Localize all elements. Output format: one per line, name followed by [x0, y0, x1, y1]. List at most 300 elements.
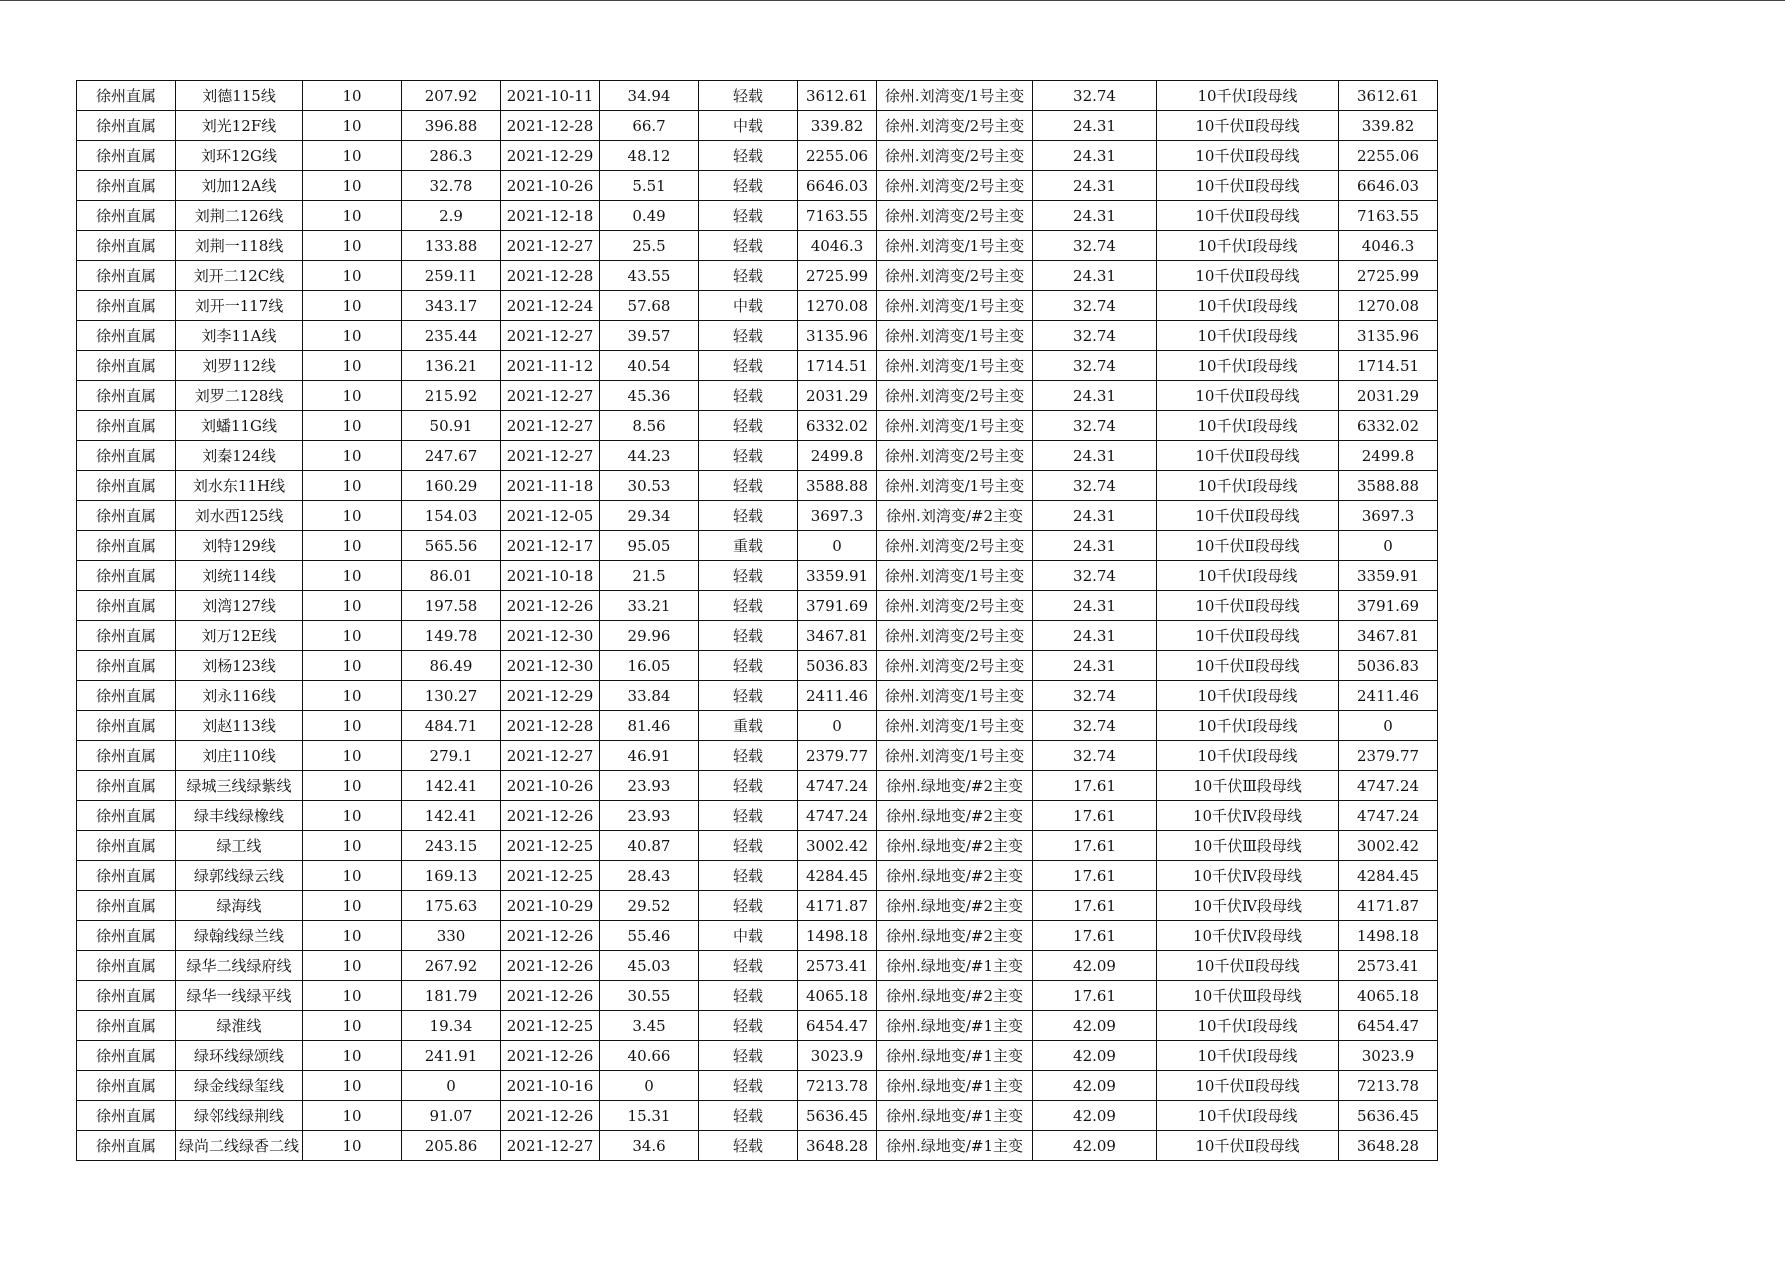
available-capacity-cell: 2379.77: [798, 741, 877, 771]
date-cell: 2021-12-25: [501, 861, 600, 891]
date-cell: 2021-11-12: [501, 351, 600, 381]
substation-transformer-cell: 徐州.刘湾变/1号主变: [877, 561, 1033, 591]
substation-transformer-cell: 徐州.刘湾变/1号主变: [877, 711, 1033, 741]
busbar-cell: 10千伏Ⅱ段母线: [1157, 651, 1339, 681]
transformer-load-rate-cell: 24.31: [1033, 591, 1157, 621]
table-row: [77, 111, 1438, 141]
company-cell: 徐州直属: [77, 1101, 176, 1131]
available-capacity-cell: 4284.45: [798, 861, 877, 891]
voltage-cell: 10: [303, 1131, 402, 1161]
current-cell: 235.44: [402, 321, 501, 351]
current-cell: 86.49: [402, 651, 501, 681]
date-cell: 2021-12-30: [501, 651, 600, 681]
line-available-capacity-cell: 6454.47: [1339, 1011, 1438, 1041]
voltage-cell: 10: [303, 201, 402, 231]
substation-transformer-cell: 徐州.刘湾变/1号主变: [877, 231, 1033, 261]
date-cell: 2021-10-29: [501, 891, 600, 921]
busbar-cell: 10千伏Ⅱ段母线: [1157, 1071, 1339, 1101]
available-capacity-cell: 0: [798, 711, 877, 741]
company-cell: 徐州直属: [77, 321, 176, 351]
voltage-cell: 10: [303, 711, 402, 741]
current-cell: 133.88: [402, 231, 501, 261]
busbar-cell: 10千伏Ⅱ段母线: [1157, 951, 1339, 981]
load-status-cell: 轻载: [699, 1071, 798, 1101]
line-name-cell: 刘李11A线: [176, 321, 303, 351]
table-row: [77, 681, 1438, 711]
current-cell: 197.58: [402, 591, 501, 621]
load-rate-cell: 30.53: [600, 471, 699, 501]
line-name-cell: 刘荆二126线: [176, 201, 303, 231]
voltage-cell: 10: [303, 501, 402, 531]
current-cell: 142.41: [402, 801, 501, 831]
busbar-cell: 10千伏Ⅰ段母线: [1157, 741, 1339, 771]
company-cell: 徐州直属: [77, 741, 176, 771]
load-rate-cell: 21.5: [600, 561, 699, 591]
page-top-rule: [0, 0, 1785, 1]
busbar-cell: 10千伏Ⅰ段母线: [1157, 411, 1339, 441]
line-name-cell: 绿华一线绿平线: [176, 981, 303, 1011]
available-capacity-cell: 7163.55: [798, 201, 877, 231]
busbar-cell: 10千伏Ⅳ段母线: [1157, 861, 1339, 891]
available-capacity-cell: 4065.18: [798, 981, 877, 1011]
substation-transformer-cell: 徐州.绿地变/#2主变: [877, 891, 1033, 921]
load-rate-cell: 29.34: [600, 501, 699, 531]
busbar-cell: 10千伏Ⅰ段母线: [1157, 561, 1339, 591]
line-name-cell: 刘环12G线: [176, 141, 303, 171]
line-name-cell: 刘德115线: [176, 81, 303, 111]
load-rate-cell: 15.31: [600, 1101, 699, 1131]
line-available-capacity-cell: 5036.83: [1339, 651, 1438, 681]
transformer-load-rate-cell: 17.61: [1033, 891, 1157, 921]
voltage-cell: 10: [303, 141, 402, 171]
available-capacity-cell: 3135.96: [798, 321, 877, 351]
load-rate-cell: 95.05: [600, 531, 699, 561]
company-cell: 徐州直属: [77, 861, 176, 891]
table-row: [77, 1101, 1438, 1131]
table-row: [77, 801, 1438, 831]
line-name-cell: 绿城三线绿紫线: [176, 771, 303, 801]
load-status-cell: 轻载: [699, 471, 798, 501]
substation-transformer-cell: 徐州.刘湾变/2号主变: [877, 111, 1033, 141]
line-name-cell: 刘赵113线: [176, 711, 303, 741]
date-cell: 2021-12-26: [501, 981, 600, 1011]
available-capacity-cell: 6454.47: [798, 1011, 877, 1041]
transformer-load-rate-cell: 24.31: [1033, 531, 1157, 561]
busbar-cell: 10千伏Ⅲ段母线: [1157, 771, 1339, 801]
available-capacity-cell: 3359.91: [798, 561, 877, 591]
transformer-load-rate-cell: 17.61: [1033, 801, 1157, 831]
transformer-load-rate-cell: 24.31: [1033, 621, 1157, 651]
transformer-load-rate-cell: 24.31: [1033, 501, 1157, 531]
company-cell: 徐州直属: [77, 561, 176, 591]
company-cell: 徐州直属: [77, 111, 176, 141]
current-cell: 207.92: [402, 81, 501, 111]
voltage-cell: 10: [303, 741, 402, 771]
date-cell: 2021-10-26: [501, 171, 600, 201]
line-available-capacity-cell: 7163.55: [1339, 201, 1438, 231]
current-cell: 86.01: [402, 561, 501, 591]
date-cell: 2021-12-27: [501, 441, 600, 471]
busbar-cell: 10千伏Ⅰ段母线: [1157, 471, 1339, 501]
line-name-cell: 绿邻线绿荆线: [176, 1101, 303, 1131]
busbar-cell: 10千伏Ⅰ段母线: [1157, 231, 1339, 261]
transformer-load-rate-cell: 32.74: [1033, 411, 1157, 441]
load-rate-cell: 40.66: [600, 1041, 699, 1071]
line-available-capacity-cell: 4747.24: [1339, 771, 1438, 801]
line-available-capacity-cell: 6646.03: [1339, 171, 1438, 201]
available-capacity-cell: 2573.41: [798, 951, 877, 981]
load-status-cell: 中载: [699, 291, 798, 321]
date-cell: 2021-10-11: [501, 81, 600, 111]
current-cell: 215.92: [402, 381, 501, 411]
load-rate-cell: 0.49: [600, 201, 699, 231]
transformer-load-rate-cell: 24.31: [1033, 201, 1157, 231]
available-capacity-cell: 3023.9: [798, 1041, 877, 1071]
load-rate-cell: 66.7: [600, 111, 699, 141]
substation-transformer-cell: 徐州.绿地变/#1主变: [877, 1131, 1033, 1161]
load-rate-cell: 48.12: [600, 141, 699, 171]
company-cell: 徐州直属: [77, 501, 176, 531]
voltage-cell: 10: [303, 561, 402, 591]
date-cell: 2021-11-18: [501, 471, 600, 501]
current-cell: 286.3: [402, 141, 501, 171]
table-row: [77, 921, 1438, 951]
substation-transformer-cell: 徐州.绿地变/#2主变: [877, 981, 1033, 1011]
company-cell: 徐州直属: [77, 81, 176, 111]
voltage-cell: 10: [303, 81, 402, 111]
transformer-load-rate-cell: 24.31: [1033, 441, 1157, 471]
line-available-capacity-cell: 339.82: [1339, 111, 1438, 141]
line-available-capacity-cell: 3135.96: [1339, 321, 1438, 351]
voltage-cell: 10: [303, 381, 402, 411]
voltage-cell: 10: [303, 651, 402, 681]
voltage-cell: 10: [303, 321, 402, 351]
voltage-cell: 10: [303, 1011, 402, 1041]
table-row: [77, 321, 1438, 351]
load-status-cell: 轻载: [699, 621, 798, 651]
busbar-cell: 10千伏Ⅱ段母线: [1157, 501, 1339, 531]
company-cell: 徐州直属: [77, 591, 176, 621]
company-cell: 徐州直属: [77, 1041, 176, 1071]
line-available-capacity-cell: 2499.8: [1339, 441, 1438, 471]
line-available-capacity-cell: 2411.46: [1339, 681, 1438, 711]
line-available-capacity-cell: 3588.88: [1339, 471, 1438, 501]
substation-transformer-cell: 徐州.刘湾变/2号主变: [877, 651, 1033, 681]
line-available-capacity-cell: 1714.51: [1339, 351, 1438, 381]
table-row: [77, 981, 1438, 1011]
current-cell: 0: [402, 1071, 501, 1101]
transformer-load-rate-cell: 24.31: [1033, 651, 1157, 681]
line-available-capacity-cell: 3359.91: [1339, 561, 1438, 591]
busbar-cell: 10千伏Ⅰ段母线: [1157, 1101, 1339, 1131]
transformer-load-rate-cell: 32.74: [1033, 291, 1157, 321]
voltage-cell: 10: [303, 771, 402, 801]
busbar-cell: 10千伏Ⅰ段母线: [1157, 351, 1339, 381]
voltage-cell: 10: [303, 231, 402, 261]
busbar-cell: 10千伏Ⅳ段母线: [1157, 891, 1339, 921]
table-row: [77, 771, 1438, 801]
company-cell: 徐州直属: [77, 261, 176, 291]
substation-transformer-cell: 徐州.刘湾变/2号主变: [877, 201, 1033, 231]
current-cell: 2.9: [402, 201, 501, 231]
company-cell: 徐州直属: [77, 141, 176, 171]
substation-transformer-cell: 徐州.刘湾变/1号主变: [877, 411, 1033, 441]
load-rate-cell: 3.45: [600, 1011, 699, 1041]
available-capacity-cell: 339.82: [798, 111, 877, 141]
load-status-cell: 轻载: [699, 561, 798, 591]
line-name-cell: 刘开二12C线: [176, 261, 303, 291]
available-capacity-cell: 3588.88: [798, 471, 877, 501]
date-cell: 2021-10-26: [501, 771, 600, 801]
line-name-cell: 刘杨123线: [176, 651, 303, 681]
available-capacity-cell: 4046.3: [798, 231, 877, 261]
date-cell: 2021-12-24: [501, 291, 600, 321]
table-row: [77, 351, 1438, 381]
date-cell: 2021-12-26: [501, 801, 600, 831]
load-rate-cell: 8.56: [600, 411, 699, 441]
load-rate-cell: 40.87: [600, 831, 699, 861]
line-available-capacity-cell: 4065.18: [1339, 981, 1438, 1011]
company-cell: 徐州直属: [77, 411, 176, 441]
voltage-cell: 10: [303, 681, 402, 711]
table-row: [77, 531, 1438, 561]
date-cell: 2021-12-18: [501, 201, 600, 231]
transformer-load-rate-cell: 42.09: [1033, 1041, 1157, 1071]
company-cell: 徐州直属: [77, 441, 176, 471]
load-status-cell: 轻载: [699, 651, 798, 681]
available-capacity-cell: 4747.24: [798, 801, 877, 831]
available-capacity-cell: 3791.69: [798, 591, 877, 621]
available-capacity-cell: 4171.87: [798, 891, 877, 921]
busbar-cell: 10千伏Ⅱ段母线: [1157, 381, 1339, 411]
current-cell: 50.91: [402, 411, 501, 441]
current-cell: 205.86: [402, 1131, 501, 1161]
load-rate-cell: 33.84: [600, 681, 699, 711]
available-capacity-cell: 3648.28: [798, 1131, 877, 1161]
load-rate-cell: 34.6: [600, 1131, 699, 1161]
load-status-cell: 轻载: [699, 261, 798, 291]
current-cell: 181.79: [402, 981, 501, 1011]
busbar-cell: 10千伏Ⅰ段母线: [1157, 291, 1339, 321]
transformer-load-rate-cell: 42.09: [1033, 1071, 1157, 1101]
transformer-load-rate-cell: 32.74: [1033, 561, 1157, 591]
current-cell: 279.1: [402, 741, 501, 771]
available-capacity-cell: 2031.29: [798, 381, 877, 411]
transformer-load-rate-cell: 32.74: [1033, 351, 1157, 381]
date-cell: 2021-12-29: [501, 681, 600, 711]
load-rate-cell: 23.93: [600, 801, 699, 831]
date-cell: 2021-12-27: [501, 321, 600, 351]
substation-transformer-cell: 徐州.刘湾变/#2主变: [877, 501, 1033, 531]
transformer-load-rate-cell: 24.31: [1033, 171, 1157, 201]
date-cell: 2021-12-28: [501, 711, 600, 741]
date-cell: 2021-12-26: [501, 1041, 600, 1071]
company-cell: 徐州直属: [77, 711, 176, 741]
load-status-cell: 轻载: [699, 771, 798, 801]
line-available-capacity-cell: 2031.29: [1339, 381, 1438, 411]
date-cell: 2021-10-16: [501, 1071, 600, 1101]
transformer-load-rate-cell: 32.74: [1033, 231, 1157, 261]
voltage-cell: 10: [303, 951, 402, 981]
available-capacity-cell: 2255.06: [798, 141, 877, 171]
current-cell: 259.11: [402, 261, 501, 291]
table-row: [77, 831, 1438, 861]
load-rate-cell: 39.57: [600, 321, 699, 351]
load-status-cell: 轻载: [699, 141, 798, 171]
line-available-capacity-cell: 3002.42: [1339, 831, 1438, 861]
busbar-cell: 10千伏Ⅳ段母线: [1157, 921, 1339, 951]
voltage-cell: 10: [303, 351, 402, 381]
load-rate-cell: 44.23: [600, 441, 699, 471]
available-capacity-cell: 3002.42: [798, 831, 877, 861]
voltage-cell: 10: [303, 441, 402, 471]
voltage-cell: 10: [303, 1101, 402, 1131]
transformer-load-rate-cell: 17.61: [1033, 771, 1157, 801]
load-rate-cell: 25.5: [600, 231, 699, 261]
available-capacity-cell: 2411.46: [798, 681, 877, 711]
available-capacity-cell: 3467.81: [798, 621, 877, 651]
table-row: [77, 861, 1438, 891]
busbar-cell: 10千伏Ⅱ段母线: [1157, 261, 1339, 291]
load-status-cell: 轻载: [699, 741, 798, 771]
date-cell: 2021-12-26: [501, 591, 600, 621]
line-name-cell: 绿郭线绿云线: [176, 861, 303, 891]
transformer-load-rate-cell: 32.74: [1033, 321, 1157, 351]
load-status-cell: 轻载: [699, 891, 798, 921]
table-row: [77, 501, 1438, 531]
table-row: [77, 561, 1438, 591]
voltage-cell: 10: [303, 291, 402, 321]
available-capacity-cell: 5636.45: [798, 1101, 877, 1131]
line-available-capacity-cell: 3023.9: [1339, 1041, 1438, 1071]
voltage-cell: 10: [303, 801, 402, 831]
available-capacity-cell: 0: [798, 531, 877, 561]
busbar-cell: 10千伏Ⅱ段母线: [1157, 141, 1339, 171]
line-available-capacity-cell: 1270.08: [1339, 291, 1438, 321]
date-cell: 2021-12-17: [501, 531, 600, 561]
date-cell: 2021-10-18: [501, 561, 600, 591]
load-rate-cell: 57.68: [600, 291, 699, 321]
load-status-cell: 轻载: [699, 1041, 798, 1071]
load-rate-cell: 16.05: [600, 651, 699, 681]
voltage-cell: 10: [303, 921, 402, 951]
current-cell: 241.91: [402, 1041, 501, 1071]
substation-transformer-cell: 徐州.刘湾变/1号主变: [877, 321, 1033, 351]
current-cell: 32.78: [402, 171, 501, 201]
transformer-load-rate-cell: 42.09: [1033, 1131, 1157, 1161]
load-status-cell: 轻载: [699, 831, 798, 861]
line-name-cell: 绿金线绿玺线: [176, 1071, 303, 1101]
company-cell: 徐州直属: [77, 471, 176, 501]
substation-transformer-cell: 徐州.绿地变/#2主变: [877, 801, 1033, 831]
busbar-cell: 10千伏Ⅱ段母线: [1157, 621, 1339, 651]
current-cell: 330: [402, 921, 501, 951]
date-cell: 2021-12-05: [501, 501, 600, 531]
busbar-cell: 10千伏Ⅳ段母线: [1157, 801, 1339, 831]
line-available-capacity-cell: 7213.78: [1339, 1071, 1438, 1101]
substation-transformer-cell: 徐州.刘湾变/1号主变: [877, 681, 1033, 711]
table-row: [77, 1011, 1438, 1041]
line-name-cell: 刘加12A线: [176, 171, 303, 201]
line-available-capacity-cell: 1498.18: [1339, 921, 1438, 951]
voltage-cell: 10: [303, 591, 402, 621]
load-status-cell: 轻载: [699, 801, 798, 831]
load-rate-cell: 30.55: [600, 981, 699, 1011]
transformer-load-rate-cell: 42.09: [1033, 1011, 1157, 1041]
substation-transformer-cell: 徐州.刘湾变/2号主变: [877, 141, 1033, 171]
load-status-cell: 轻载: [699, 231, 798, 261]
load-rate-cell: 23.93: [600, 771, 699, 801]
load-rate-cell: 29.52: [600, 891, 699, 921]
current-cell: 565.56: [402, 531, 501, 561]
table-row: [77, 621, 1438, 651]
busbar-cell: 10千伏Ⅲ段母线: [1157, 831, 1339, 861]
date-cell: 2021-12-30: [501, 621, 600, 651]
company-cell: 徐州直属: [77, 1131, 176, 1161]
table-body: [77, 81, 1438, 1161]
load-status-cell: 轻载: [699, 351, 798, 381]
load-rate-cell: 5.51: [600, 171, 699, 201]
table-row: [77, 1071, 1438, 1101]
transformer-load-rate-cell: 17.61: [1033, 831, 1157, 861]
voltage-cell: 10: [303, 1041, 402, 1071]
available-capacity-cell: 6646.03: [798, 171, 877, 201]
table-row: [77, 261, 1438, 291]
date-cell: 2021-12-29: [501, 141, 600, 171]
voltage-cell: 10: [303, 471, 402, 501]
date-cell: 2021-12-25: [501, 1011, 600, 1041]
line-available-capacity-cell: 0: [1339, 531, 1438, 561]
line-name-cell: 绿海线: [176, 891, 303, 921]
available-capacity-cell: 3612.61: [798, 81, 877, 111]
date-cell: 2021-12-26: [501, 1101, 600, 1131]
load-status-cell: 轻载: [699, 981, 798, 1011]
table-row: [77, 741, 1438, 771]
load-rate-cell: 0: [600, 1071, 699, 1101]
line-available-capacity-cell: 3612.61: [1339, 81, 1438, 111]
busbar-cell: 10千伏Ⅰ段母线: [1157, 1011, 1339, 1041]
busbar-cell: 10千伏Ⅰ段母线: [1157, 81, 1339, 111]
feeder-load-table: [76, 80, 1438, 1161]
load-status-cell: 轻载: [699, 81, 798, 111]
company-cell: 徐州直属: [77, 531, 176, 561]
busbar-cell: 10千伏Ⅰ段母线: [1157, 711, 1339, 741]
line-available-capacity-cell: 4171.87: [1339, 891, 1438, 921]
company-cell: 徐州直属: [77, 651, 176, 681]
load-status-cell: 轻载: [699, 441, 798, 471]
current-cell: 149.78: [402, 621, 501, 651]
transformer-load-rate-cell: 42.09: [1033, 951, 1157, 981]
company-cell: 徐州直属: [77, 681, 176, 711]
substation-transformer-cell: 徐州.刘湾变/1号主变: [877, 291, 1033, 321]
load-rate-cell: 33.21: [600, 591, 699, 621]
company-cell: 徐州直属: [77, 771, 176, 801]
current-cell: 247.67: [402, 441, 501, 471]
substation-transformer-cell: 徐州.刘湾变/2号主变: [877, 171, 1033, 201]
transformer-load-rate-cell: 17.61: [1033, 981, 1157, 1011]
available-capacity-cell: 2725.99: [798, 261, 877, 291]
voltage-cell: 10: [303, 411, 402, 441]
company-cell: 徐州直属: [77, 831, 176, 861]
load-rate-cell: 28.43: [600, 861, 699, 891]
load-status-cell: 轻载: [699, 591, 798, 621]
load-status-cell: 轻载: [699, 171, 798, 201]
substation-transformer-cell: 徐州.刘湾变/1号主变: [877, 741, 1033, 771]
table-row: [77, 711, 1438, 741]
current-cell: 91.07: [402, 1101, 501, 1131]
line-name-cell: 刘开一117线: [176, 291, 303, 321]
substation-transformer-cell: 徐州.刘湾变/2号主变: [877, 381, 1033, 411]
